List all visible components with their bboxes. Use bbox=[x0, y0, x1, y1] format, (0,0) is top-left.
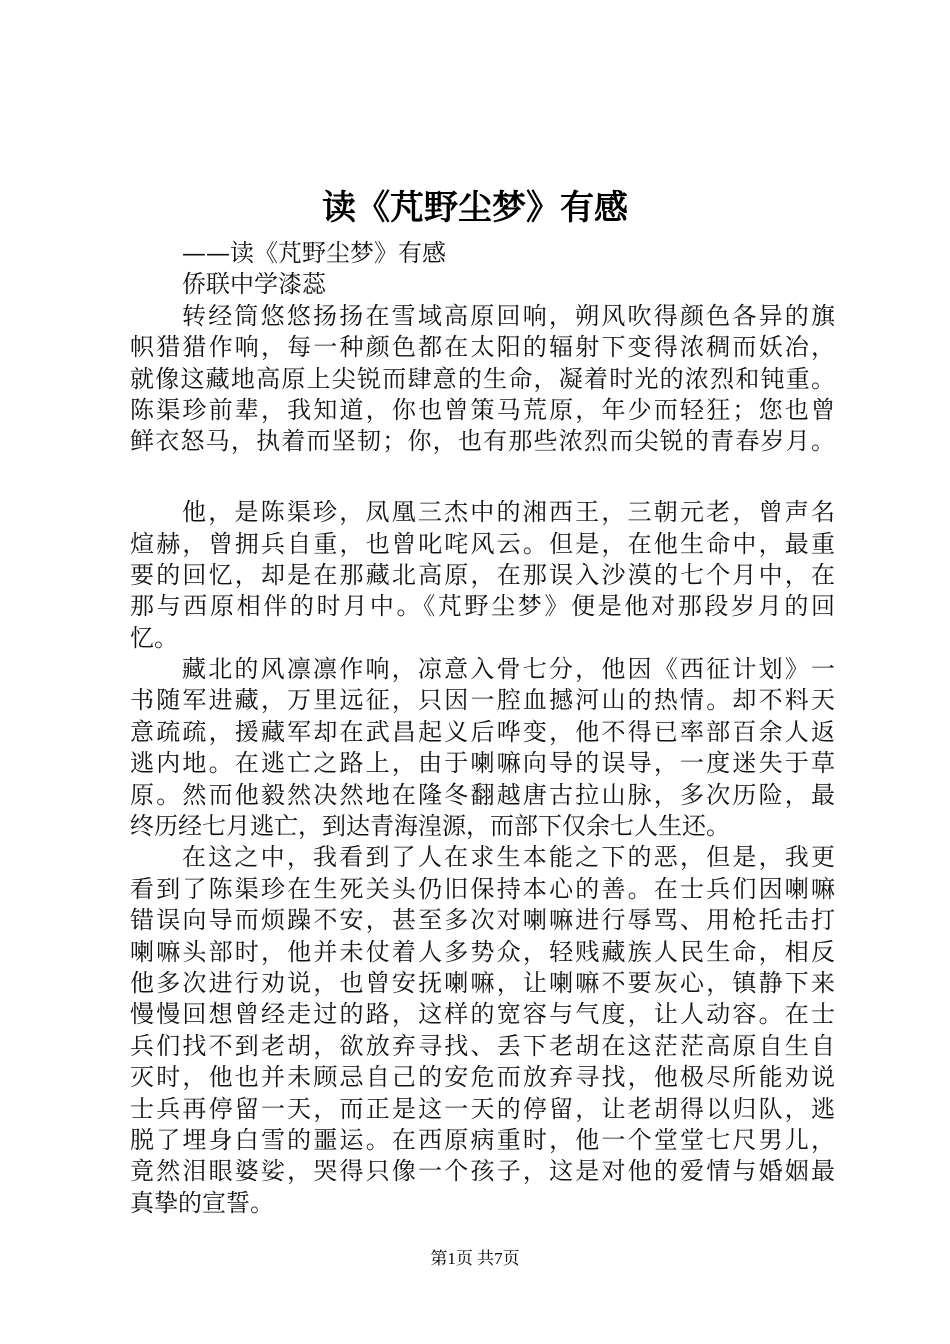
paragraph-line: 那与西原相伴的时月中。《芃野尘梦》便是他对那段岁月的回 bbox=[130, 592, 835, 621]
paragraph-line: 错误向导而烦躁不安，甚至多次对喇嘛进行辱骂、用枪托击打 bbox=[130, 906, 835, 935]
paragraph-line: 意疏疏，援藏军却在武昌起义后哗变，他不得已率部百余人返 bbox=[130, 717, 835, 746]
subtitle: ——读《芃野尘梦》有感 bbox=[182, 239, 446, 267]
paragraph-line: 鲜衣怒马，执着而坚韧；你，也有那些浓烈而尖锐的青春岁月。 bbox=[130, 427, 835, 456]
paragraph-line: 竟然泪眼婆娑，哭得只像一个孩子，这是对他的爱情与婚姻最 bbox=[130, 1157, 835, 1186]
paragraph-line: 士兵再停留一天，而正是这一天的停留，让老胡得以归队，逃 bbox=[130, 1094, 835, 1123]
blank-line bbox=[130, 458, 835, 489]
author-line: 侨联中学漆蕊 bbox=[182, 270, 326, 299]
paragraph-2 bbox=[130, 497, 835, 654]
paragraph-line: 他多次进行劝说，也曾安抚喇嘛，让喇嘛不要灰心，镇静下来 bbox=[130, 968, 835, 997]
paragraph-3 bbox=[130, 654, 835, 842]
paragraph-line: 原。然而他毅然决然地在隆冬翻越唐古拉山脉，多次历险，最 bbox=[130, 780, 835, 809]
paragraph-line: 灭时，他也并未顾忌自己的安危而放弃寻找，他极尽所能劝说 bbox=[130, 1063, 835, 1092]
paragraph-line: 看到了陈渠珍在生死关头仍旧保持本心的善。在士兵们因喇嘛 bbox=[130, 874, 835, 903]
paragraph-line: 兵们找不到老胡，欲放弃寻找、丢下老胡在这茫茫高原自生自 bbox=[130, 1031, 835, 1060]
paragraph-line: 在这之中，我看到了人在求生本能之下的恶，但是，我更 bbox=[182, 843, 835, 872]
paragraph-line: 藏北的风凛凛作响，凉意入骨七分，他因《西征计划》一 bbox=[182, 655, 835, 684]
paragraph-4 bbox=[130, 842, 835, 1219]
paragraph-line: 转经筒悠悠扬扬在雪域高原回响，朔风吹得颜色各异的旗 bbox=[182, 301, 835, 330]
paragraph-line: 就像这藏地高原上尖锐而肆意的生命，凝着时光的浓烈和钝重。 bbox=[130, 364, 835, 393]
page-number-footer: 第1页 共7页 bbox=[430, 1249, 520, 1268]
document-body bbox=[130, 238, 835, 1219]
paragraph-line: 喇嘛头部时，他并未仗着人多势众，轻贱藏族人民生命，相反 bbox=[130, 937, 835, 966]
paragraph-line: 煊赫，曾拥兵自重，也曾叱咤风云。但是，在他生命中，最重 bbox=[130, 529, 835, 558]
paragraph-line: 逃内地。在逃亡之路上，由于喇嘛向导的误导，一度迷失于草 bbox=[130, 749, 835, 778]
paragraph-line: 忆。 bbox=[130, 623, 178, 652]
paragraph-line: 他，是陈渠珍，凤凰三杰中的湘西王，三朝元老，曾声名 bbox=[182, 498, 835, 527]
paragraph-line: 脱了埋身白雪的噩运。在西原病重时，他一个堂堂七尺男儿， bbox=[130, 1125, 835, 1154]
paragraph-line: 慢慢回想曾经走过的路，这样的宽容与气度，让人动容。在士 bbox=[130, 1000, 835, 1029]
paragraph-line: 真挚的宣誓。 bbox=[130, 1188, 274, 1217]
document-title: 读《芃野尘梦》有感 bbox=[322, 188, 628, 228]
paragraph-line: 帜猎猎作响，每一种颜色都在太阳的辐射下变得浓稠而妖冶， bbox=[130, 333, 835, 362]
paragraph-line: 陈渠珍前辈，我知道，你也曾策马荒原，年少而轻狂；您也曾 bbox=[130, 395, 835, 424]
paragraph-line: 书随军进藏，万里远征，只因一腔血撼河山的热情。却不料天 bbox=[130, 686, 835, 715]
paragraph-1 bbox=[130, 301, 835, 458]
paragraph-line: 要的回忆，却是在那藏北高原，在那误入沙漠的七个月中，在 bbox=[130, 560, 835, 589]
spacer bbox=[130, 489, 835, 497]
paragraph-line: 终历经七月逃亡，到达青海湟源，而部下仅余七人生还。 bbox=[130, 812, 730, 841]
